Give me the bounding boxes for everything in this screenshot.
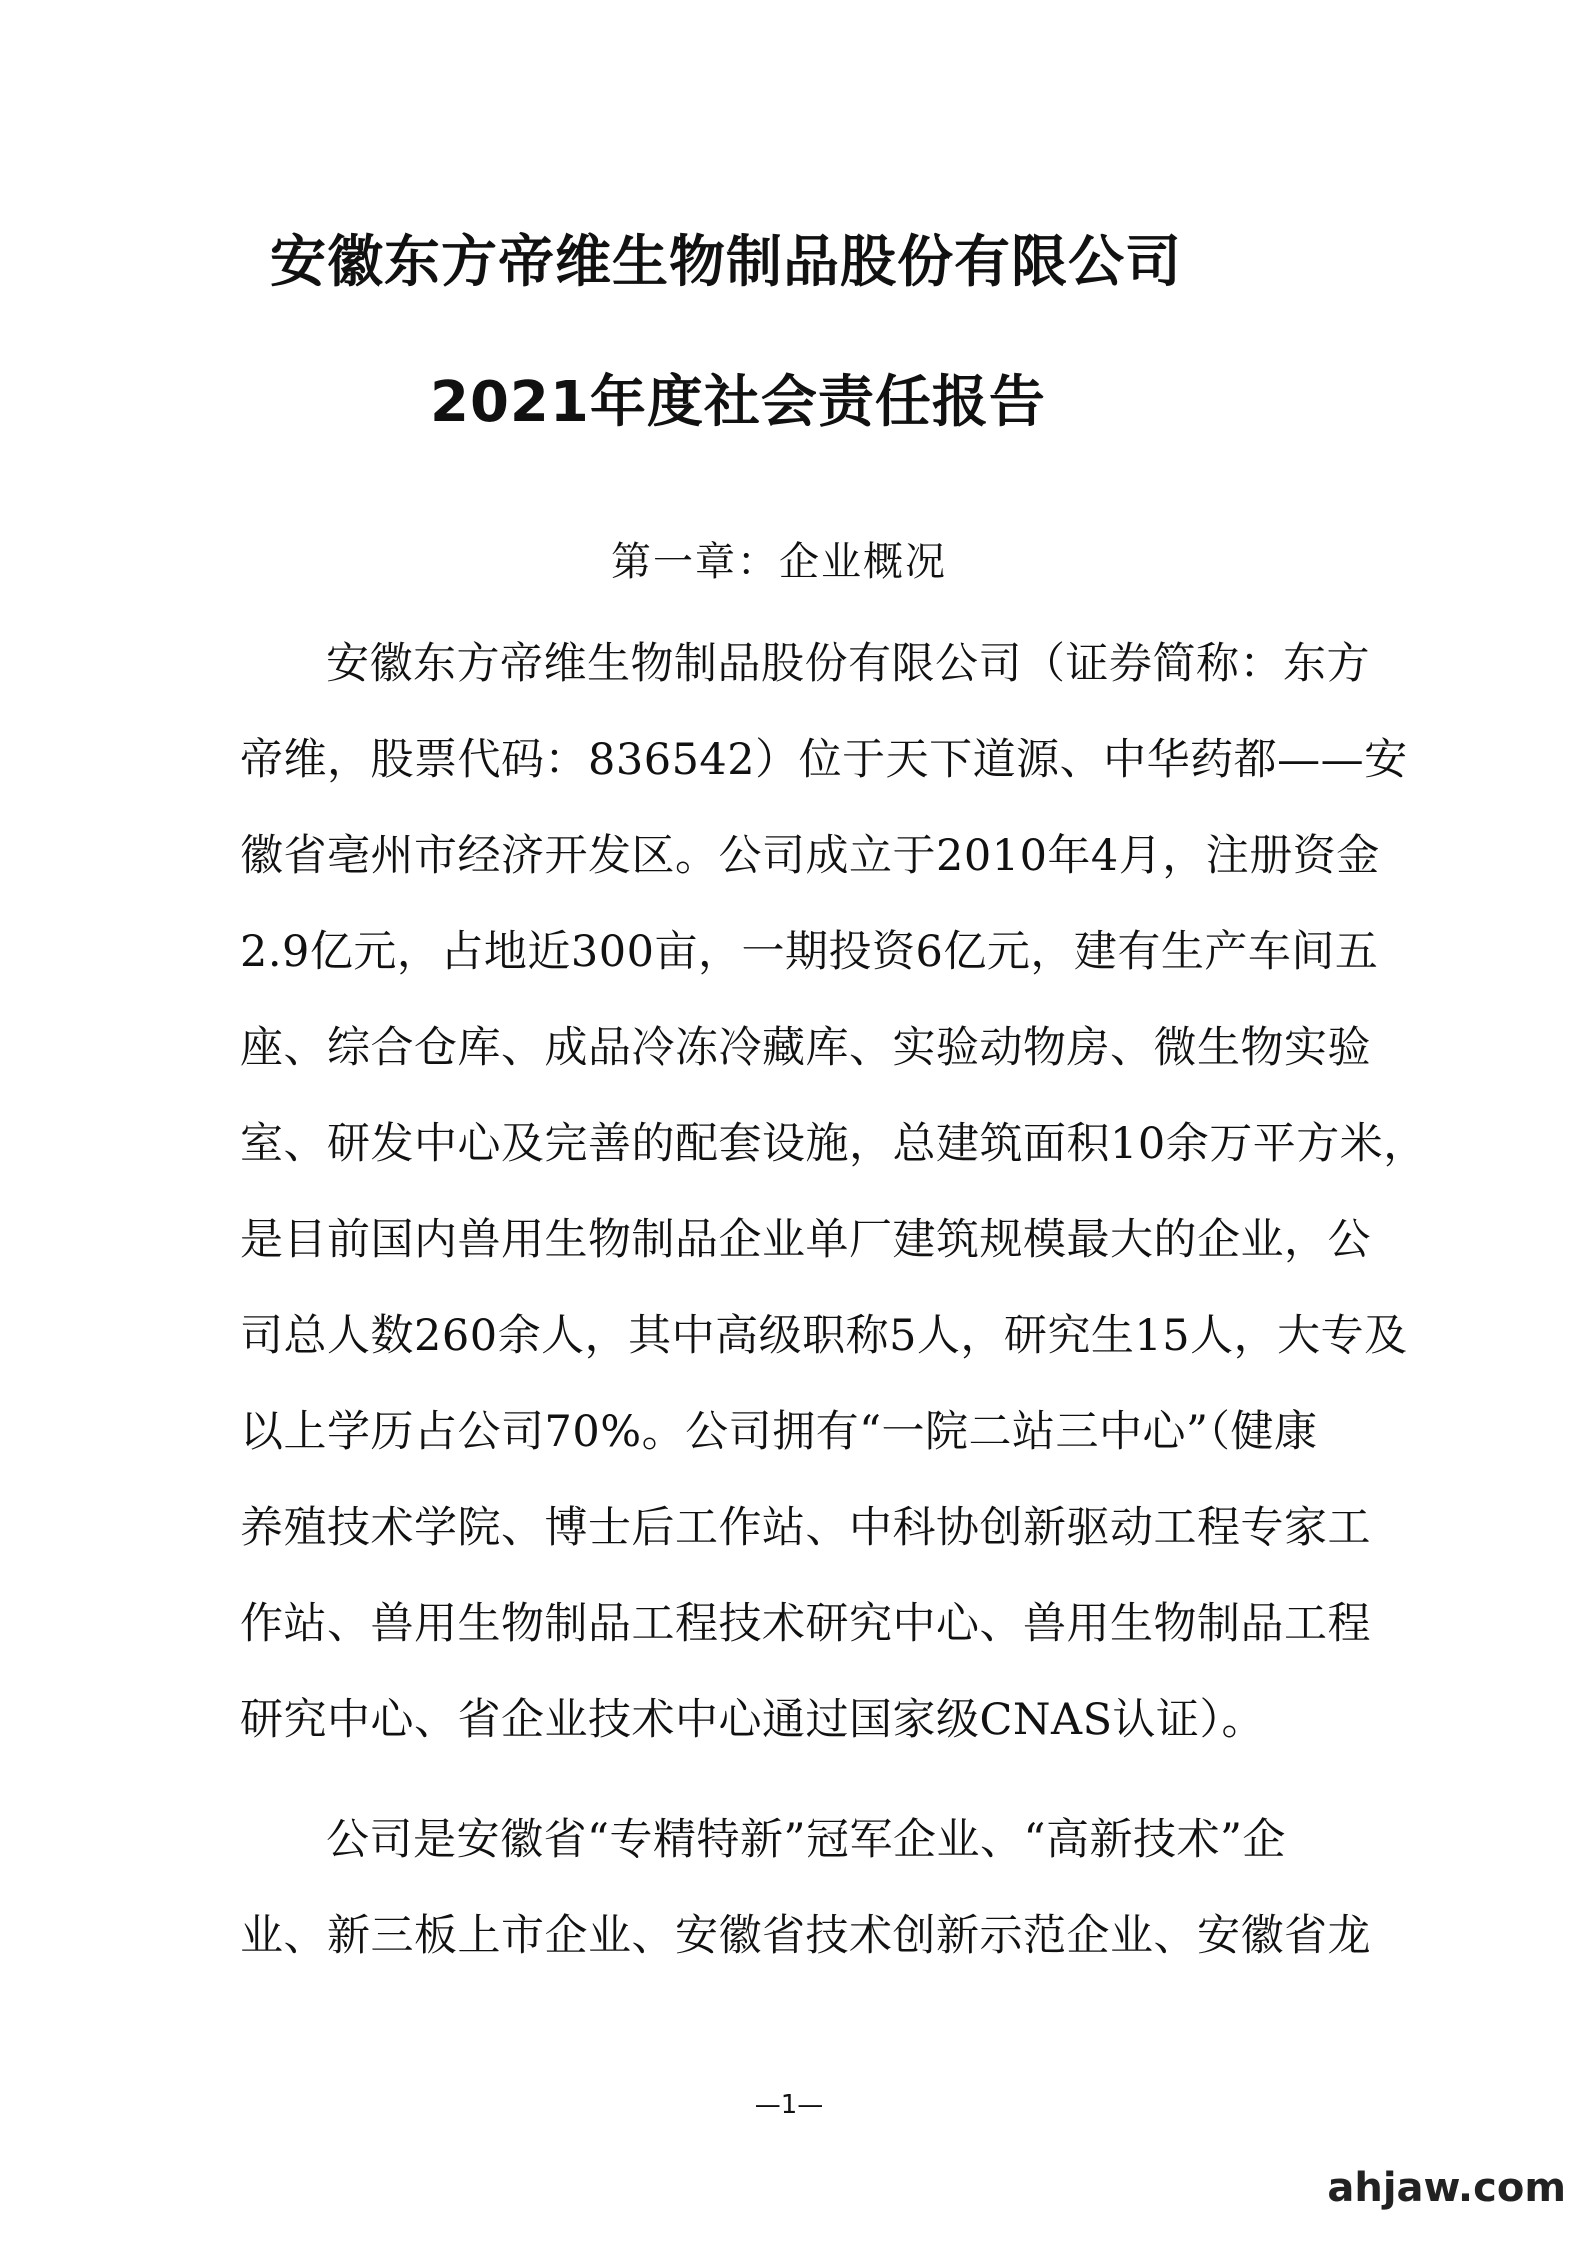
paragraph-line: 研究中心、省企业技术中心通过国家级CNAS认证）。	[240, 1695, 1266, 1745]
paragraph-line: 养殖技术学院、博士后工作站、中科协创新驱动工程专家工	[240, 1503, 1371, 1553]
page-number: —1—	[754, 2090, 824, 2120]
paragraph-company-honors	[240, 1792, 1370, 1984]
paragraph-line: 公司是安徽省“专精特新”冠军企业、“高新技术”企	[326, 1815, 1286, 1865]
paragraph-line: 业、新三板上市企业、安徽省技术创新示范企业、安徽省龙	[240, 1911, 1371, 1961]
paragraph-company-overview	[240, 616, 1427, 1768]
paragraph-line: 作站、兽用生物制品工程技术研究中心、兽用生物制品工程	[240, 1599, 1371, 1649]
report-title-year: 2021年度社会责任报告	[430, 370, 1046, 435]
paragraph-line: 2.9亿元，占地近300亩，一期投资6亿元，建有生产车间五	[240, 927, 1379, 977]
site-watermark: ahjaw.com	[1327, 2165, 1566, 2211]
paragraph-line: 徽省亳州市经济开发区。公司成立于2010年4月，注册资金	[240, 831, 1380, 881]
paragraph-line: 帝维，股票代码：836542）位于天下道源、中华药都——安	[240, 735, 1408, 785]
paragraph-line: 座、综合仓库、成品冷冻冷藏库、实验动物房、微生物实验	[240, 1023, 1371, 1073]
paragraph-line: 以上学历占公司70%。公司拥有“一院二站三中心”（健康	[240, 1407, 1318, 1457]
report-title-company: 安徽东方帝维生物制品股份有限公司	[270, 230, 1182, 295]
paragraph-line: 室、研发中心及完善的配套设施，总建筑面积10余万平方米，	[240, 1119, 1427, 1169]
chapter-heading: 第一章：企业概况	[611, 539, 947, 585]
paragraph-line: 司总人数260余人，其中高级职称5人，研究生15人，大专及	[240, 1311, 1408, 1361]
paragraph-line: 是目前国内兽用生物制品企业单厂建筑规模最大的企业，公	[240, 1215, 1371, 1265]
paragraph-line: 安徽东方帝维生物制品股份有限公司（证券简称：东方	[326, 639, 1370, 689]
